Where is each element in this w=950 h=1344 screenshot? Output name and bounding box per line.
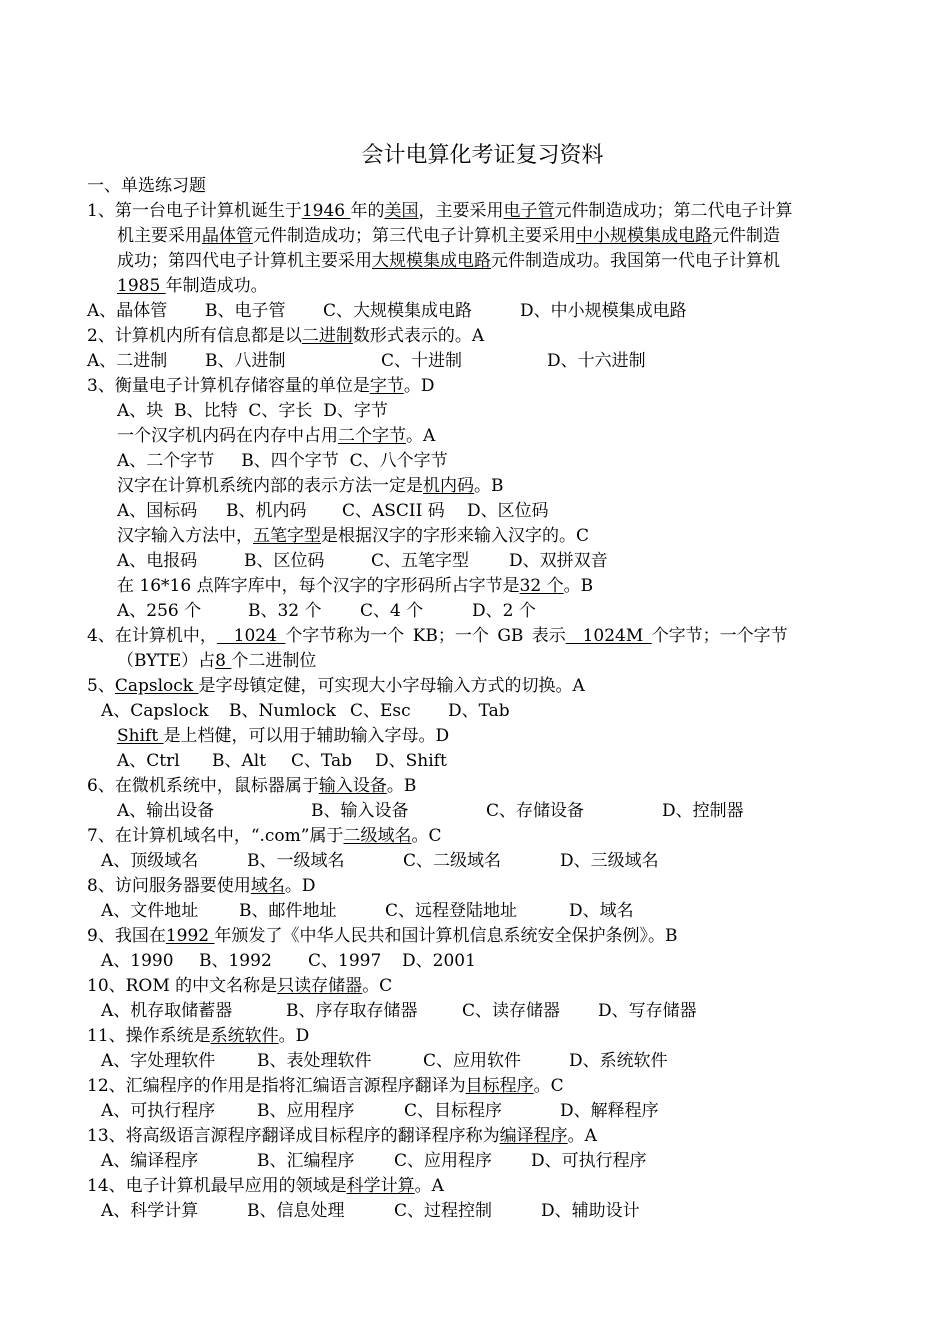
option-a: A、顶级域名 bbox=[101, 851, 199, 871]
q3c-question: 汉字在计算机系统内部的表示方法一定是机内码。B bbox=[117, 476, 504, 496]
q9-options bbox=[101, 949, 801, 973]
q14-question: 14、电子计算机最早应用的领域是科学计算。A bbox=[87, 1176, 444, 1196]
option-b: B、机内码 bbox=[226, 501, 307, 521]
q1-options bbox=[87, 299, 887, 323]
option-c: C、大规模集成电路 bbox=[323, 301, 473, 321]
option-d: D、区位码 bbox=[467, 501, 549, 521]
q2-options bbox=[87, 349, 887, 373]
option-b: B、一级域名 bbox=[247, 851, 345, 871]
option-c: C、二级域名 bbox=[403, 851, 502, 871]
option-a: A、二进制 bbox=[87, 351, 168, 371]
section-heading: 一、单选练习题 bbox=[87, 176, 206, 196]
option-d: D、辅助设计 bbox=[541, 1201, 640, 1221]
q11-options bbox=[101, 1049, 801, 1073]
option-b: B、序存取存储器 bbox=[286, 1001, 418, 1021]
option-d: D、Tab bbox=[448, 701, 510, 721]
q6-question: 6、在微机系统中，鼠标器属于输入设备。B bbox=[87, 776, 417, 796]
option-d: D、中小规模集成电路 bbox=[520, 301, 687, 321]
option-d: D、域名 bbox=[569, 901, 634, 921]
option-c: C、应用软件 bbox=[423, 1051, 522, 1071]
option-a: A、输出设备 bbox=[117, 801, 215, 821]
option-c: C、过程控制 bbox=[394, 1201, 493, 1221]
q1-line-1: 1、第一台电子计算机诞生于1946 年的美国，主要采用电子管元件制造成功；第二代电子计算 bbox=[87, 201, 793, 221]
option-d: D、十六进制 bbox=[547, 351, 646, 371]
q3b-question: 一个汉字机内码在内存中占用二个字节。A bbox=[117, 426, 436, 446]
q10-options bbox=[101, 999, 801, 1023]
q3-options: A、块 B、比特 C、字长 D、字节 bbox=[117, 401, 388, 421]
option-a: A、国标码 bbox=[117, 501, 198, 521]
option-a: A、可执行程序 bbox=[101, 1101, 216, 1121]
q4-line-2: （BYTE）占8 个二进制位 bbox=[117, 651, 317, 671]
option-d: D、2 个 bbox=[472, 601, 536, 621]
q8-question: 8、访问服务器要使用域名。D bbox=[87, 876, 316, 896]
q1-line-3: 成功；第四代电子计算机主要采用大规模集成电路元件制造成功。我国第一代电子计算机 bbox=[117, 251, 780, 271]
q3d-options bbox=[117, 549, 817, 573]
q2-question: 2、计算机内所有信息都是以二进制数形式表示的。A bbox=[87, 326, 485, 346]
option-a: A、编译程序 bbox=[101, 1151, 199, 1171]
option-a: A、机存取储蓄器 bbox=[101, 1001, 233, 1021]
option-c: C、ASCII 码 bbox=[342, 501, 445, 521]
option-d: D、可执行程序 bbox=[531, 1151, 647, 1171]
option-b: B、1992 bbox=[199, 951, 272, 971]
option-a: A、科学计算 bbox=[101, 1201, 199, 1221]
q8-options bbox=[101, 899, 801, 923]
q5-question: 5、Capslock 是字母镇定健，可实现大小字母输入方式的切换。A bbox=[87, 676, 585, 696]
option-d: D、2001 bbox=[402, 951, 476, 971]
option-d: D、系统软件 bbox=[569, 1051, 668, 1071]
q5-options bbox=[101, 699, 801, 723]
option-b: B、汇编程序 bbox=[257, 1151, 355, 1171]
option-d: D、Shift bbox=[375, 751, 447, 771]
option-b: B、信息处理 bbox=[247, 1201, 345, 1221]
q3e-question: 在 16*16 点阵字库中，每个汉字的字形码所占字节是32 个。B bbox=[117, 576, 594, 596]
option-b: B、八进制 bbox=[205, 351, 286, 371]
option-c: C、读存储器 bbox=[462, 1001, 561, 1021]
q13-options bbox=[101, 1149, 801, 1173]
option-c: C、目标程序 bbox=[404, 1101, 503, 1121]
option-c: C、远程登陆地址 bbox=[385, 901, 518, 921]
document-title: 会计电算化考证复习资料 bbox=[361, 143, 604, 168]
option-c: C、应用程序 bbox=[394, 1151, 493, 1171]
option-b: B、Alt bbox=[212, 751, 267, 771]
option-a: A、1990 bbox=[101, 951, 174, 971]
option-b: B、区位码 bbox=[244, 551, 325, 571]
option-c: C、存储设备 bbox=[486, 801, 585, 821]
option-a: A、字处理软件 bbox=[101, 1051, 216, 1071]
option-c: C、五笔字型 bbox=[371, 551, 470, 571]
option-a: A、晶体管 bbox=[87, 301, 168, 321]
option-b: B、32 个 bbox=[248, 601, 322, 621]
option-c: C、Esc bbox=[350, 701, 411, 721]
q3-question: 3、衡量电子计算机存储容量的单位是字节。D bbox=[87, 376, 435, 396]
option-a: A、Capslock bbox=[101, 701, 209, 721]
option-c: C、1997 bbox=[308, 951, 382, 971]
option-a: A、电报码 bbox=[117, 551, 198, 571]
q13-question: 13、将高级语言源程序翻译成目标程序的翻译程序称为编译程序。A bbox=[87, 1126, 597, 1146]
option-b: B、邮件地址 bbox=[239, 901, 337, 921]
q6-options bbox=[117, 799, 817, 823]
q11-question: 11、操作系统是系统软件。D bbox=[87, 1026, 310, 1046]
option-c: C、Tab bbox=[291, 751, 353, 771]
option-b: B、Numlock bbox=[229, 701, 336, 721]
option-c: C、4 个 bbox=[360, 601, 424, 621]
option-b: B、应用程序 bbox=[257, 1101, 355, 1121]
q7-question: 7、在计算机域名中，“.com”属于二级域名。C bbox=[87, 826, 442, 846]
q7-options bbox=[101, 849, 801, 873]
option-d: D、三级域名 bbox=[560, 851, 659, 871]
option-d: D、双拼双音 bbox=[509, 551, 608, 571]
q12-options bbox=[101, 1099, 801, 1123]
q10-question: 10、ROM 的中文名称是只读存储器。C bbox=[87, 976, 393, 996]
q1-line-2: 机主要采用晶体管元件制造成功；第三代电子计算机主要采用中小规模集成电路元件制造 bbox=[117, 226, 780, 246]
option-d: D、解释程序 bbox=[560, 1101, 659, 1121]
option-c: C、十进制 bbox=[381, 351, 463, 371]
q12-question: 12、汇编程序的作用是指将汇编语言源程序翻译为目标程序。C bbox=[87, 1076, 564, 1096]
option-a: A、256 个 bbox=[117, 601, 202, 621]
option-b: B、输入设备 bbox=[311, 801, 409, 821]
option-b: B、电子管 bbox=[205, 301, 286, 321]
q14-options bbox=[101, 1199, 801, 1223]
q5b-options bbox=[117, 749, 817, 773]
option-d: D、控制器 bbox=[662, 801, 744, 821]
q5b-question: Shift 是上档健，可以用于辅助输入字母。D bbox=[117, 726, 450, 746]
q1-line-4: 1985 年制造成功。 bbox=[117, 276, 268, 296]
option-a: A、文件地址 bbox=[101, 901, 199, 921]
option-d: D、写存储器 bbox=[598, 1001, 697, 1021]
option-b: B、表处理软件 bbox=[257, 1051, 372, 1071]
q3b-options: A、二个字节 B、四个字节 C、八个字节 bbox=[117, 451, 448, 471]
q9-question: 9、我国在1992 年颁发了《中华人民共和国计算机信息系统安全保护条例》。B bbox=[87, 926, 678, 946]
q3e-options bbox=[117, 599, 817, 623]
q3d-question: 汉字输入方法中，五笔字型是根据汉字的字形来输入汉字的。C bbox=[117, 526, 590, 546]
option-a: A、Ctrl bbox=[117, 751, 180, 771]
q3c-options bbox=[117, 499, 817, 523]
q4-line-1: 4、在计算机中， 1024 个字节称为一个 KB；一个 GB 表示 1024M 个字节；一个字节 bbox=[87, 626, 788, 646]
